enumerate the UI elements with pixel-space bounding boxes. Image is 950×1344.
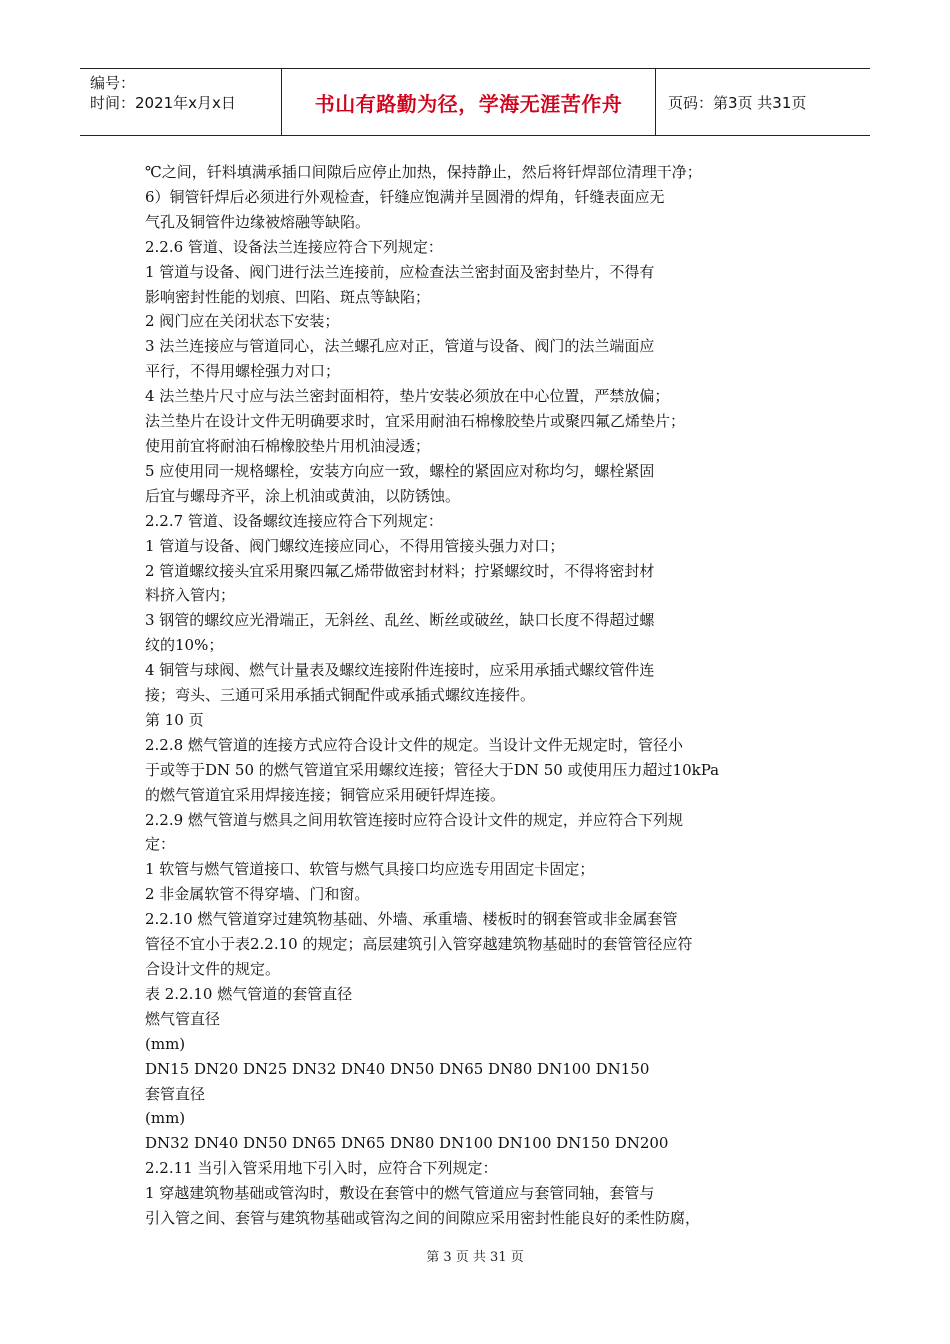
header-page-info: [656, 69, 870, 135]
body-line: DN15 DN20 DN25 DN32 DN40 DN50 DN65 DN80 DN100 DN150: [145, 1059, 650, 1078]
body-line: 1 软管与燃气管道接口、软管与燃气具接口均应选专用固定卡固定；: [145, 860, 595, 879]
body-line: 4 法兰垫片尺寸应与法兰密封面相符，垫片安装必须放在中心位置，严禁放偏；: [145, 387, 670, 406]
body-line: 1 穿越建筑物基础或管沟时，敷设在套管中的燃气管道应与套管同轴，套管与: [145, 1184, 655, 1203]
page-info-text: 页码：第3页 共31页: [668, 93, 807, 112]
body-line: 3 法兰连接应与管道同心，法兰螺孔应对正，管道与设备、阀门的法兰端面应: [145, 337, 655, 356]
body-line: 6）铜管钎焊后必须进行外观检查，钎缝应饱满并呈圆滑的焊角，钎缝表面应无: [145, 187, 665, 206]
motto-text: 书山有路勤为径，学海无涯苦作舟: [314, 91, 623, 116]
body-line: (mm): [145, 1034, 186, 1053]
body-line: 套管直径: [145, 1084, 206, 1103]
footer-page-number: 第 3 页 共 31 页: [426, 1250, 524, 1265]
body-line: 气孔及铜管件边缘被熔融等缺陷。: [145, 212, 371, 231]
number-label: 编号：: [90, 74, 136, 92]
body-line: ℃之间，钎料填满承插口间隙后应停止加热，保持静止，然后将钎焊部位清理干净；: [145, 163, 702, 181]
body-line: 于或等于DN 50 的燃气管道宜采用螺纹连接；管径大于DN 50 或使用压力超过10kPa: [145, 760, 720, 779]
body-line: 2.2.10 燃气管道穿过建筑物基础、外墙、承重墙、楼板时的钢套管或非金属套管: [145, 910, 678, 929]
body-line: 表 2.2.10 燃气管道的套管直径: [145, 984, 353, 1003]
body-line: 管径不宜小于表2.2.10 的规定；高层建筑引入管穿越建筑物基础时的套管管径应符: [145, 935, 693, 954]
body-line: 燃气管直径: [145, 1009, 221, 1028]
body-line: 影响密封性能的划痕、凹陷、斑点等缺陷；: [145, 287, 431, 306]
page-header: [80, 68, 870, 136]
body-line: 第 10 页: [145, 710, 204, 729]
body-line: 平行，不得用螺栓强力对口；: [145, 362, 341, 381]
body-line: 3 钢管的螺纹应光滑端正，无斜丝、乱丝、断丝或破丝，缺口长度不得超过螺: [145, 611, 655, 630]
time-label: 时间：2021年x月x日: [90, 94, 236, 112]
body-line: 使用前宜将耐油石棉橡胶垫片用机油浸透；: [145, 436, 431, 455]
body-line: 1 管道与设备、阀门螺纹连接应同心，不得用管接头强力对口；: [145, 536, 565, 555]
body-line: 定：: [145, 835, 176, 854]
body-line: 法兰垫片在设计文件无明确要求时，宜采用耐油石棉橡胶垫片或聚四氟乙烯垫片；: [145, 412, 686, 431]
body-line: 2.2.11 当引入管采用地下引入时，应符合下列规定：: [145, 1159, 498, 1178]
body-line: 2.2.8 燃气管道的连接方式应符合设计文件的规定。当设计文件无规定时，管径小: [145, 735, 683, 754]
body-line: 料挤入管内；: [145, 586, 236, 605]
header-meta: [80, 69, 282, 135]
page-footer: [0, 1246, 950, 1265]
body-line: 的燃气管道宜采用焊接连接；铜管应采用硬钎焊连接。: [145, 785, 506, 804]
body-line: 2 管道螺纹接头宜采用聚四氟乙烯带做密封材料；拧紧螺纹时，不得将密封材: [145, 561, 655, 580]
body-line: 1 管道与设备、阀门进行法兰连接前，应检查法兰密封面及密封垫片，不得有: [145, 262, 655, 281]
body-line: 2 阀门应在关闭状态下安装；: [145, 312, 340, 331]
body-line: 后宜与螺母齐平，涂上机油或黄油，以防锈蚀。: [145, 486, 461, 505]
document-body: [145, 160, 785, 1231]
header-motto-cell: [282, 69, 656, 135]
body-line: 合设计文件的规定。: [145, 960, 281, 978]
body-line: 2.2.7 管道、设备螺纹连接应符合下列规定：: [145, 511, 443, 530]
body-line: 引入管之间、套管与建筑物基础或管沟之间的间隙应采用密封性能良好的柔性防腐，: [145, 1209, 701, 1228]
body-line: 2 非金属软管不得穿墙、门和窗。: [145, 885, 370, 904]
body-line: 2.2.6 管道、设备法兰连接应符合下列规定：: [145, 237, 443, 256]
body-line: DN32 DN40 DN50 DN65 DN65 DN80 DN100 DN100 DN150 DN200: [145, 1134, 669, 1153]
body-line: 2.2.9 燃气管道与燃具之间用软管连接时应符合设计文件的规定，并应符合下列规: [145, 810, 683, 829]
body-line: 4 铜管与球阀、燃气计量表及螺纹连接附件连接时，应采用承插式螺纹管件连: [145, 661, 655, 680]
body-line: 接；弯头、三通可采用承插式铜配件或承插式螺纹连接件。: [145, 686, 536, 705]
body-line: (mm): [145, 1109, 186, 1128]
body-line: 纹的10%；: [145, 636, 224, 655]
body-line: 5 应使用同一规格螺栓，安装方向应一致，螺栓的紧固应对称均匀，螺栓紧固: [145, 461, 655, 480]
